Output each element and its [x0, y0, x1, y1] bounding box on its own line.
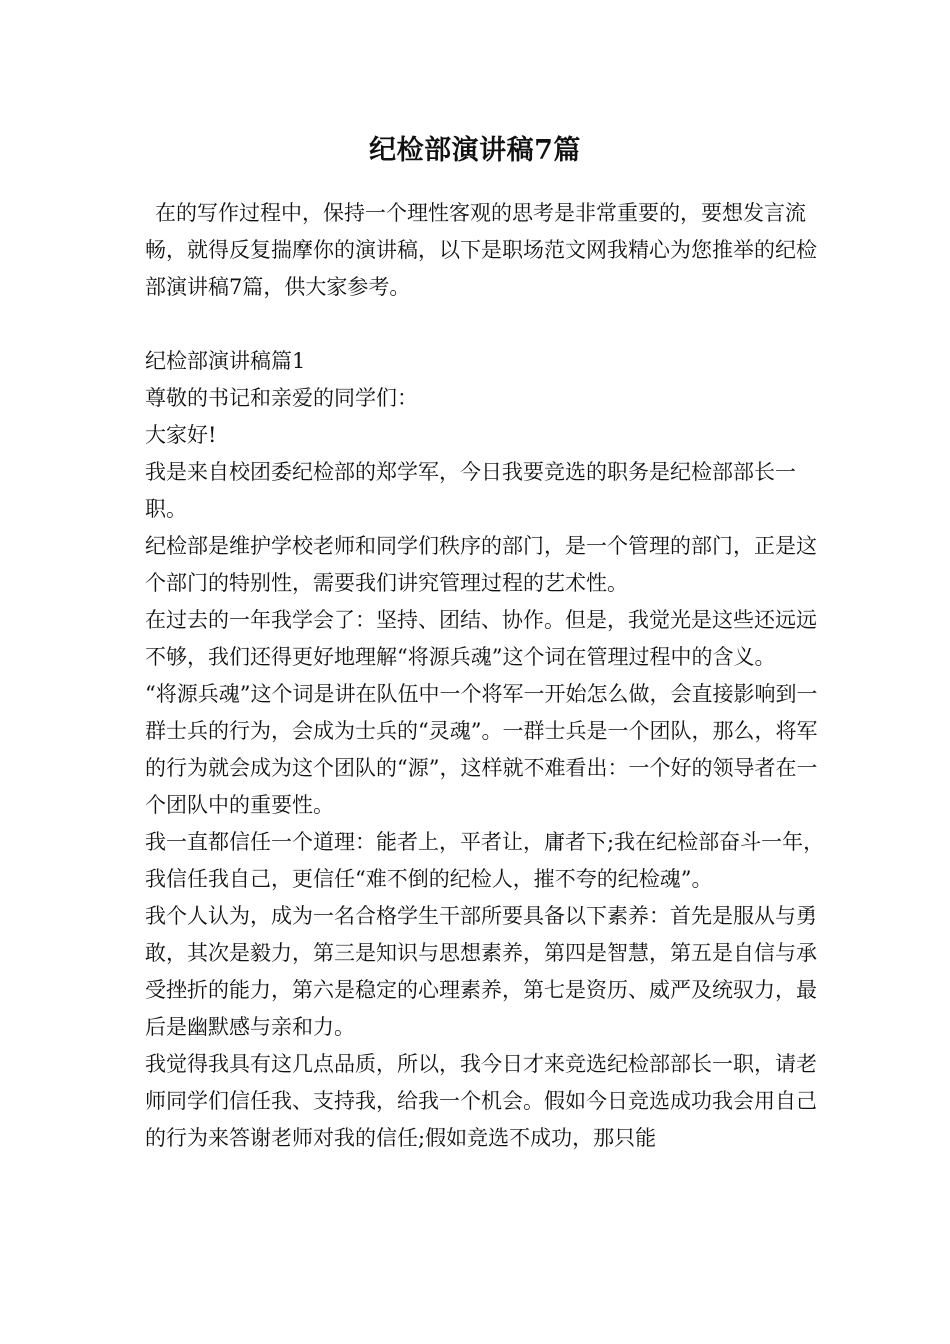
- paragraph-greeting: 大家好!: [145, 423, 217, 447]
- section-heading: 纪检部演讲稿篇1: [145, 349, 306, 373]
- paragraph-salutation: 尊敬的书记和亲爱的同学们：: [145, 386, 418, 410]
- intro-paragraph: 在的写作过程中，保持一个理性客观的思考是非常重要的，要想发言流畅，就得反复揣摩你的演讲稿，以下是职场范文网我精心为您推举的纪检部演讲稿7篇，供大家参考。: [145, 201, 817, 299]
- paragraph-department: 纪检部是维护学校老师和同学们秩序的部门，是一个管理的部门，正是这个部门的特别性，需要我们讲究管理过程的艺术性。: [145, 534, 817, 595]
- paragraph-closing: 我觉得我具有这几点品质，所以，我今日才来竞选纪检部部长一职，请老师同学们信任我、支持我，给我一个机会。假如今日竞选成功我会用自己的行为来答谢老师对我的信任;假如竞选不成功，那只能: [145, 1052, 817, 1150]
- paragraph-jiang-yuan-bing-hun: “将源兵魂”这个词是讲在队伍中一个将军一开始怎么做，会直接影响到一群士兵的行为，会成为士兵的“灵魂”。一群士兵是一个团队，那么，将军的行为就会成为这个团队的“源”，这样就不难看出：一个好的领导者在一个团队中的重要性。: [145, 682, 818, 817]
- document-title: 纪检部演讲稿7篇: [369, 135, 581, 166]
- document-body: [145, 195, 825, 1157]
- paragraph-past-year: 在过去的一年我学会了：坚持、团结、协作。但是，我觉光是这些还远远不够，我们还得更好地理解“将源兵魂”这个词在管理过程中的含义。: [145, 608, 817, 669]
- paragraph-belief: 我一直都信任一个道理：能者上，平者让，庸者下;我在纪检部奋斗一年，我信任我自己，更信任“难不倒的纪检人，摧不夸的纪检魂”。: [145, 830, 825, 891]
- paragraph-qualities: 我个人认为，成为一名合格学生干部所要具备以下素养：首先是服从与勇敢，其次是毅力，第三是知识与思想素养，第四是智慧，第五是自信与承受挫折的能力，第六是稳定的心理素养，第七是资历、威严及统驭力，最后是幽默感与亲和力。: [145, 904, 817, 1039]
- paragraph-gap: [145, 306, 825, 343]
- paragraph-self-intro: 我是来自校团委纪检部的郑学军，今日我要竞选的职务是纪检部部长一职。: [145, 460, 796, 521]
